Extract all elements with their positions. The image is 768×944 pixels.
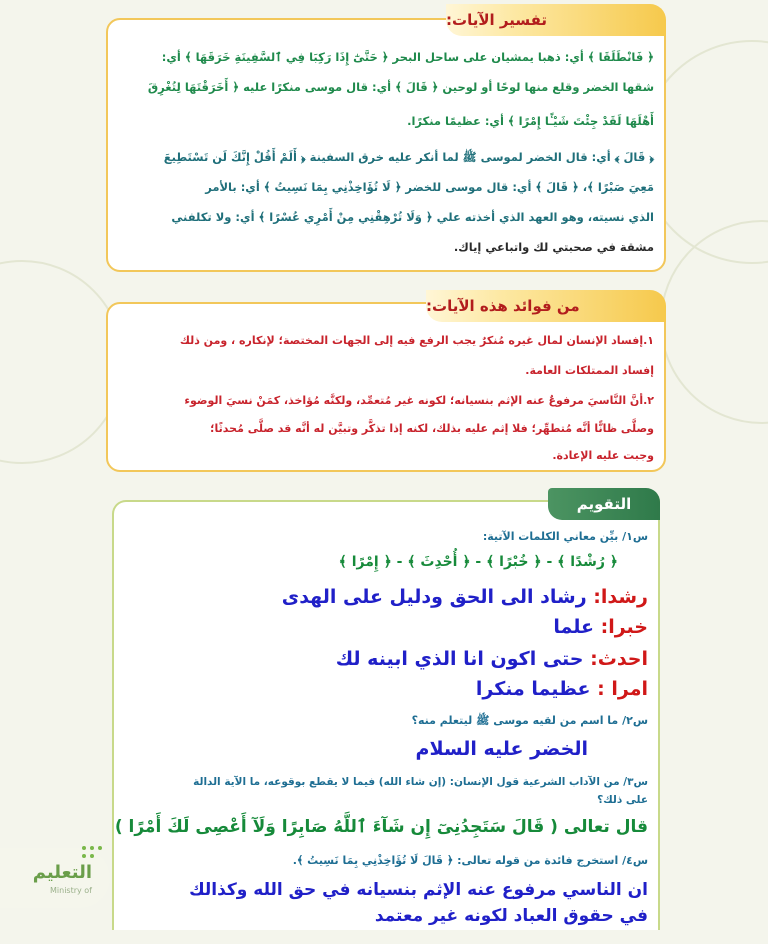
assessment-card <box>112 495 660 930</box>
question-1: س١/ بيِّن معاني الكلمات الآتية: <box>482 530 648 543</box>
benefits-card <box>106 297 666 472</box>
tafsir-line: مَعِيَ صَبْرًا ﴾، ﴿ قَالَ ﴾ أي: قال موسى للخضر ﴿ لَا تُؤَاخِذْنِي بِمَا نَسِيتُ ﴾ أي: بالأمر <box>205 180 654 194</box>
tafsir-line: أَهْلَهَا لَقَدْ جِئْتَ شَيْـًٔا إِمْرًا ﴾ أي: عظيمًا منكرًا. <box>407 114 654 128</box>
benefit-line: وجبت عليه الإعادة. <box>552 449 654 462</box>
tafsir-title-text: تفسير الآيات: <box>446 11 548 29</box>
answer-word: احدث: <box>590 648 648 670</box>
assessment-title <box>548 488 660 520</box>
tafsir-line: الذي نسيته، وهو العهد الذي أخذته علي ﴿ وَلَا تُرْهِقْنِي مِنْ أَمْرِي عُسْرًا ﴾ أي: ولا تكلفني <box>171 210 654 224</box>
ministry-logo <box>0 848 110 908</box>
answer-4-line: في حقوق العباد لكونه غير معتمد <box>374 906 648 926</box>
benefits-title-text: من فوائد هذه الآيات: <box>426 297 580 315</box>
logo-dots <box>78 842 108 862</box>
answer-1-row <box>336 648 648 670</box>
tafsir-title <box>446 4 666 36</box>
benefit-line: ٢.أنَّ النَّاسيَ مرفوعٌ عنه الإثم بنسيانه؛ لكونه غير مُتعمِّد، ولكنَّه مُؤاخذ، كمَنْ نسيَ الوضوء <box>184 394 654 407</box>
benefit-line: ١.إفساد الإنسان لمال غيره مُنكرٌ يجب الرفع فيه إلى الجهات المختصة؛ لإنكاره ، ومن ذلك <box>179 334 654 347</box>
question-3-line2: على ذلك؟ <box>597 794 648 806</box>
answer-2: الخضر عليه السلام <box>415 738 588 760</box>
question-3-line1: س٣/ من الآداب الشرعية قول الإنسان: (إن شاء الله) فيما لا يقطع بوقوعه، ما الآية الدالة <box>193 776 648 788</box>
answer-1-row <box>282 586 648 608</box>
tafsir-line: ﴿ قَالَ ﴾ أي: قال الخضر لموسى ﷺ لما أنكر عليه خرق السفينة ﴿ أَلَمْ أَقُلْ إِنَّكَ لَن تَسْتَطِيعَ <box>163 150 654 164</box>
answer-word: خبرا: <box>600 616 648 638</box>
answer-3: قال تعالى ( قَالَ سَتَجِدُنِىٓ إِن شَآءَ ٱللَّهُ صَابِرًا وَلَآ أَعْصِى لَكَ أَمْرًا ) <box>114 817 648 837</box>
benefits-title <box>426 290 666 322</box>
answer-word: امرا : <box>597 678 648 700</box>
answer-4-line: ان الناسي مرفوع عنه الإثم بنسيانه في حق الله وكذالك <box>189 880 648 900</box>
answer-word: رشدا: <box>593 586 648 608</box>
answer-text: عظيما منكرا <box>475 678 591 700</box>
question-4: س٤/ استخرج فائدة من قوله تعالى: ﴿ قَالَ لَا تُؤَاخِذْنِي بِمَا نَسِيتُ ﴾. <box>292 854 648 867</box>
benefit-line: وصلَّى ظانًّا أنَّه مُتطهِّر؛ فلا إثم عليه بذلك، لكنه إذا تذكَّر وتبيَّن له أنَّه قد صلَّى مُحدثًا؛ <box>210 422 654 435</box>
answer-text: علما <box>553 616 594 638</box>
logo-text: التعليم <box>32 862 92 883</box>
benefit-line: إفساد الممتلكات العامة. <box>525 364 654 377</box>
tafsir-card <box>106 11 666 272</box>
answer-text: حتى اكون انا الذي ابينه لك <box>335 648 584 670</box>
question-2: س٢/ ما اسم من لقيه موسى ﷺ ليتعلم منه؟ <box>411 714 648 727</box>
answer-1-row <box>553 616 648 638</box>
question-1-words: ﴿ رُشْدًا ﴾ - ﴿ خُبْرًا ﴾ - ﴿ أُحْدِثَ ﴾ - ﴿ إِمْرًا ﴾ <box>338 554 618 570</box>
tafsir-line: مشقة في صحبتي لك واتباعي إياك. <box>453 240 654 254</box>
answer-1-row <box>476 678 648 700</box>
tafsir-line: ﴿ فَانْطَلَقَا ﴾ أي: ذهبا يمشيان على ساحل البحر ﴿ حَتَّىٰٓ إِذَا رَكِبَا فِي ٱلسَّفِينَةِ خَرَقَهَا ﴾ أي: <box>161 50 654 64</box>
assessment-title-text: التقويم <box>576 495 632 513</box>
tafsir-line: شقها الخضر وقلع منها لوحًا أو لوحين ﴿ قَالَ ﴾ أي: قال موسى منكرًا عليه ﴿ أَخَرَقْتَهَا لِتُغْرِقَ <box>147 80 654 94</box>
answer-text: رشاد الى الحق ودليل على الهدى <box>281 586 587 608</box>
logo-subtext: Ministry of <box>50 886 92 895</box>
background-ornament <box>660 220 768 424</box>
